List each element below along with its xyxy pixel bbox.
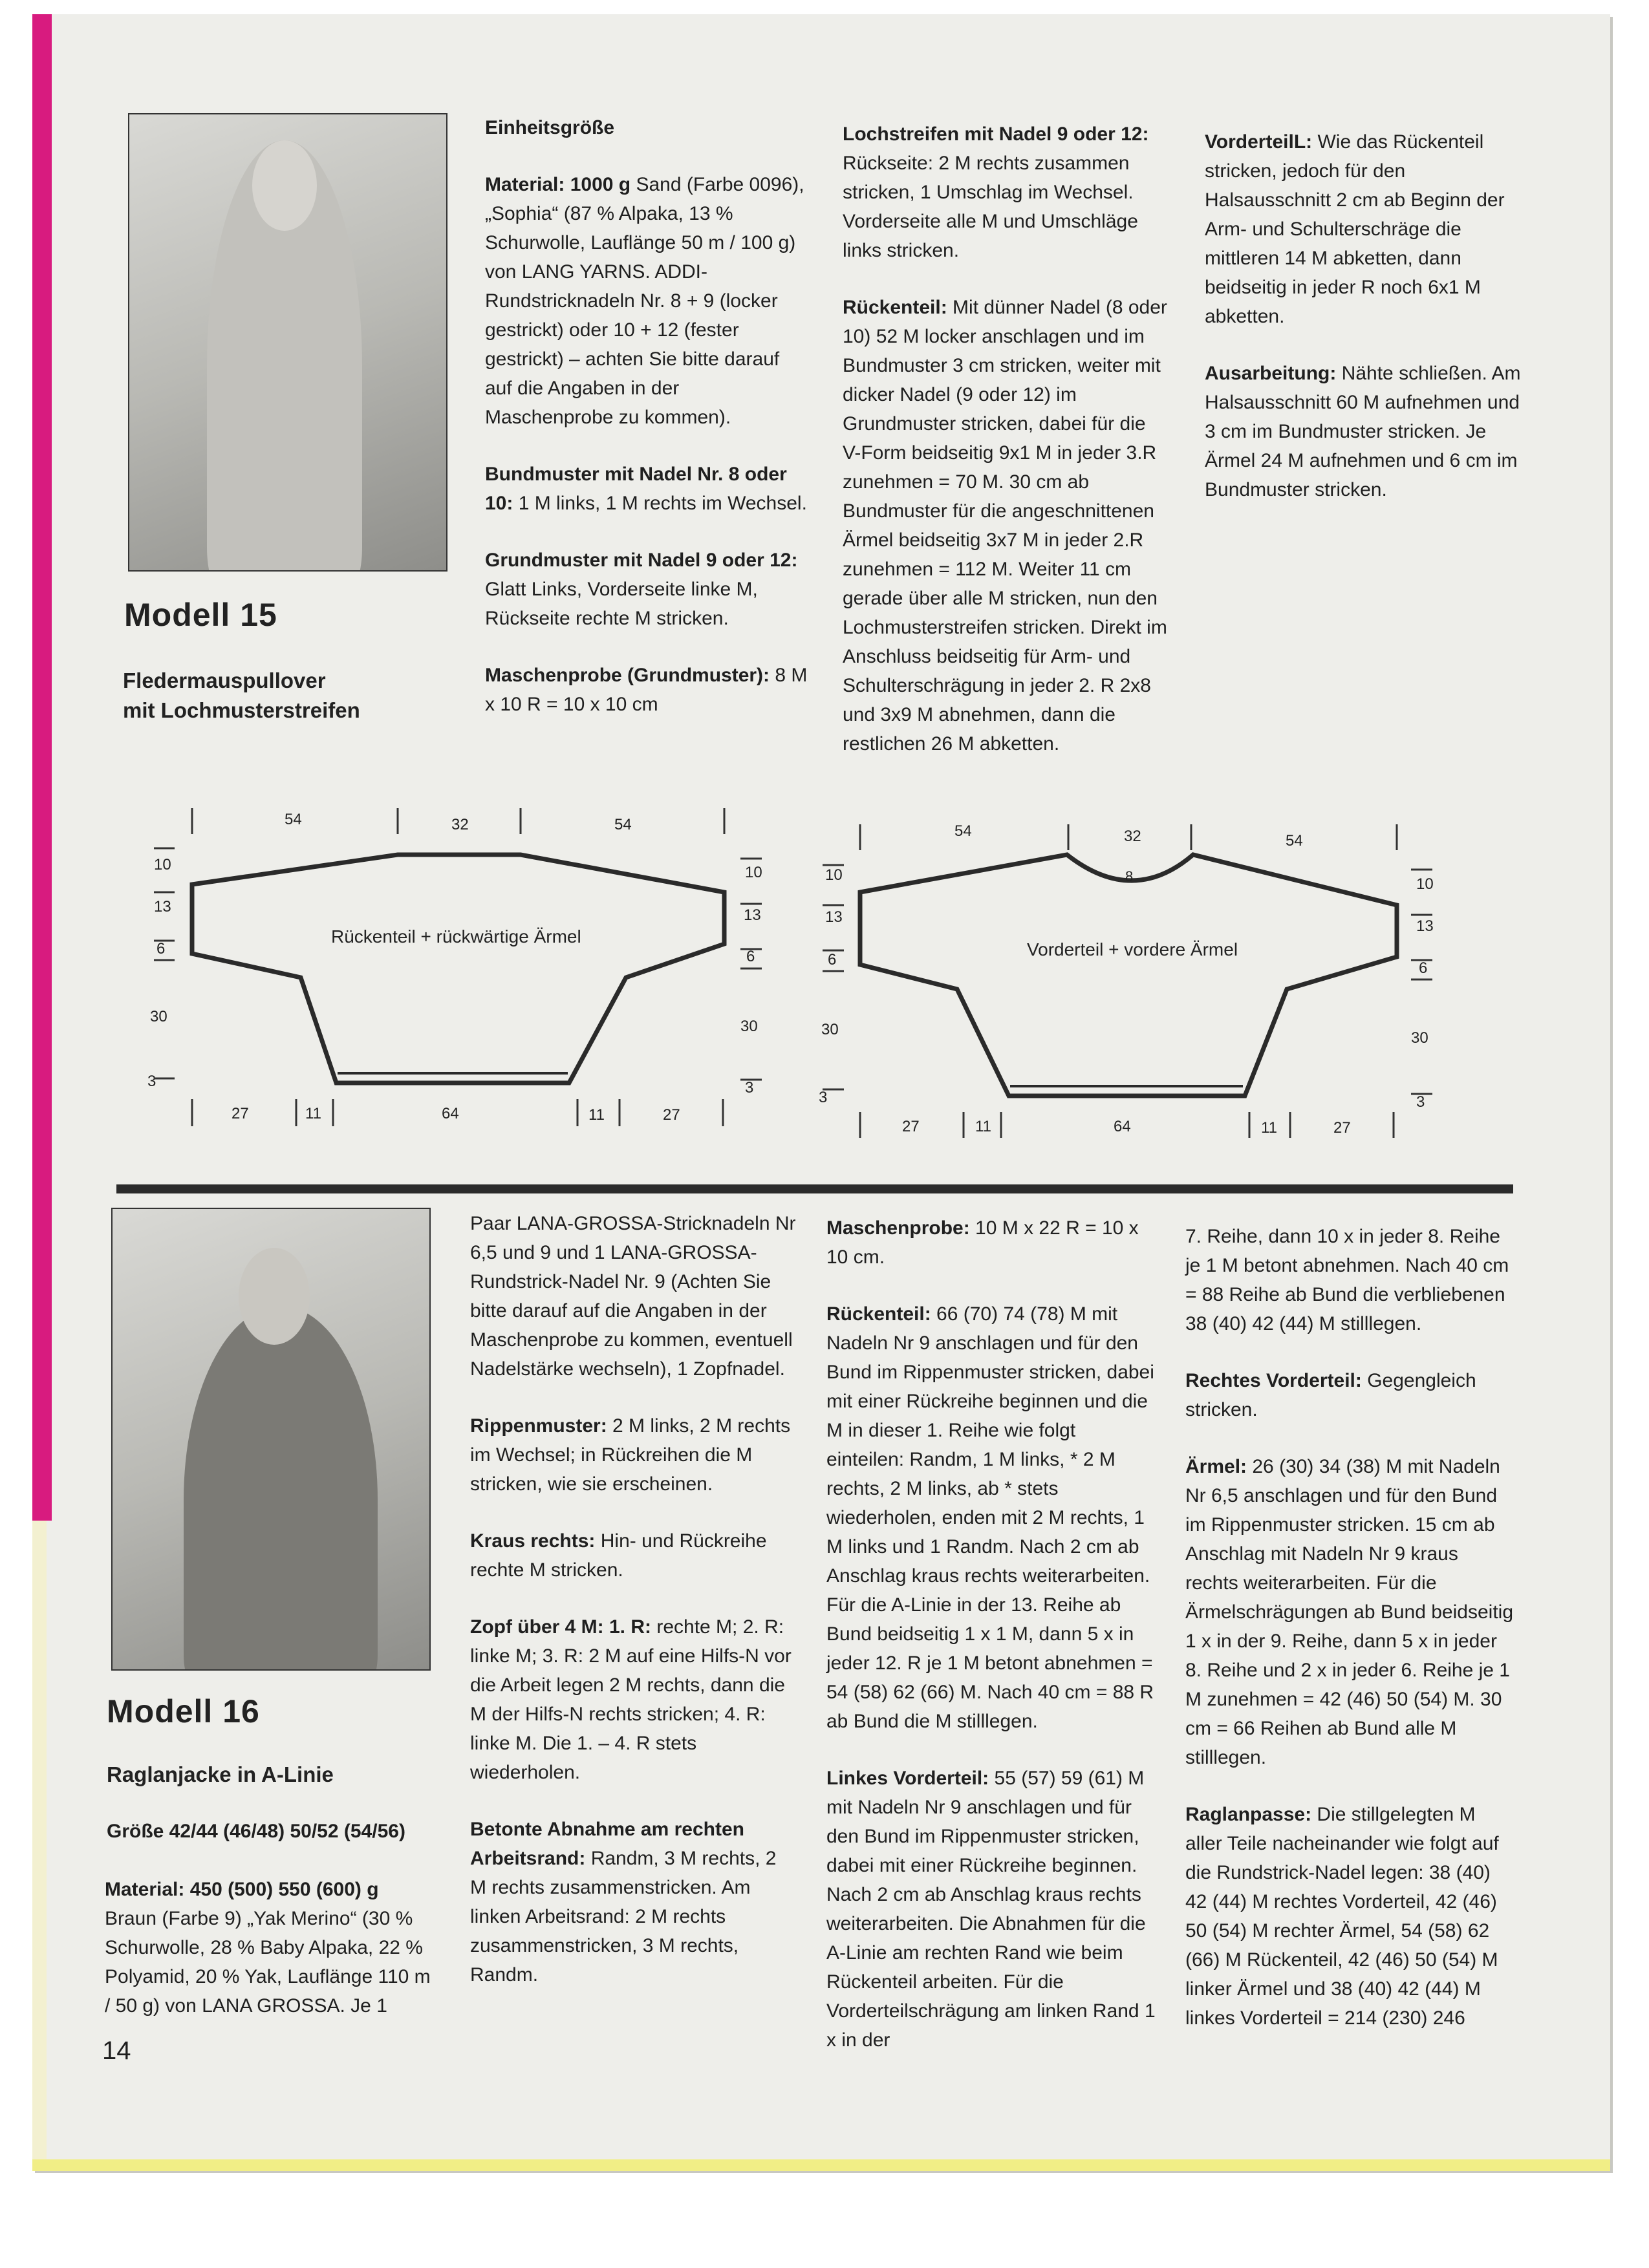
schematic-front [819,822,1434,1138]
schematics [0,795,1649,1183]
dim-front-left-5: 3 [819,1089,828,1106]
dim-front-bottom-3: 64 [1114,1118,1131,1135]
dim-back-right-2: 13 [744,906,761,924]
paragraph: Rückenteil: 66 (70) 74 (78) M mit Nadeln Nr 9 anschlagen und für den Bund im Rippenmuster stricken, dabei mit einer Rückreihe beginnen und die M in dieser 1. Reihe wie folgt einteilen: Randm, 1 M links, * 2 M rechts, 2 M links, ab * stets wiederholen, enden mit 2 M rechts, 1 M links und 1 Randm. Nach 2 cm ab Anschlag kraus rechts weiterarbeiten. Für die A-Linie in der 13. Reihe ab Bund beidseitig 1 x 1 M, dann 5 x in jeder 12. R je 1 M betont abnehmen = 54 (58) 62 (66) M. Nach 40 cm = 88 R ab Bund die M stilllegen. [826,1303,1154,1732]
dim-back-top-3: 54 [614,816,632,833]
dim-back-right-4: 30 [740,1018,758,1035]
dim-front-top-2: 32 [1124,828,1141,845]
dim-back-bottom-3: 64 [442,1105,459,1122]
paragraph: 7. Reihe, dann 10 x in jeder 8. Reihe je 1 M betont abnehmen. Nach 40 cm = 88 Reihe ab Bund die verbliebenen 38 (40) 42 (44) M stilllegen. [1185,1226,1509,1334]
paragraph: Ärmel: 26 (30) 34 (38) M mit Nadeln Nr 6,5 anschlagen und für den Bund im Rippenmuster stricken. 15 cm ab Anschlag mit Nadeln Nr 9 kraus rechts weiterarbeiten. Für die Ärmelschrägungen ab Bund beidseitig 1 x in der 9. Reihe, dann 5 x in jeder 8. Reihe und 2 x in jeder 6. Reihe je 1 M zunehmen = 42 (46) 50 (54) M. 30 cm = 66 Reihen ab Bund alle M stilllegen. [1185,1456,1513,1768]
dim-back-bottom-1: 27 [232,1105,249,1122]
paragraph: Maschenprobe: 10 M x 22 R = 10 x 10 cm. [826,1217,1139,1268]
paragraph: Kraus rechts: Hin- und Rückreihe rechte M stricken. [470,1530,767,1581]
model16-col2 [826,1214,1156,2082]
model15-col2 [843,120,1169,786]
paragraph: VorderteilL: Wie das Rückenteil stricken, jedoch für den Halsausschnitt 2 cm ab Beginn der Arm- und Schulterschräge die mittleren 14 M abketten, dann beidseitig in jeder R noch 6x1 M abketten. [1205,131,1505,327]
model15-subtitle [123,666,446,725]
model16-subtitle: Raglanjacke in A-Linie [107,1762,334,1786]
paragraph: Ausarbeitung: Nähte schließen. Am Halsausschnitt 60 M aufnehmen und 3 cm im Bundmuster stricken. Je Ärmel 24 M aufnehmen und 6 cm im Bundmuster stricken. [1205,363,1521,500]
dim-front-right-4: 30 [1411,1029,1428,1047]
model15-title: Modell 15 [124,597,277,633]
model15-col3 [1205,127,1531,532]
paragraph: Zopf über 4 M: 1. R: rechte M; 2. R: linke M; 3. R: 2 M auf eine Hilfs-N vor die Arbeit legen 2 M rechts, dann die M der Hilfs-N rechts stricken; 4. R: linke M. Die 1. – 4. R stets wiederholen. [470,1616,792,1783]
dim-back-top-1: 54 [285,811,302,828]
dim-front-neck: 8 [1125,868,1134,884]
schematic-back-label: Rückenteil + rückwärtige Ärmel [331,926,581,947]
dim-front-bottom-4: 11 [1261,1119,1277,1137]
page-number: 14 [102,2037,131,2065]
paragraph: Lochstreifen mit Nadel 9 oder 12: Rückseite: 2 M rechts zusammen stricken, 1 Umschlag im Wechsel. Vorderseite alle M und Umschläge links stricken. [843,123,1149,261]
paragraph: Betonte Abnahme am rechten Arbeitsrand: Randm, 3 M rechts, 2 M rechts zusammenstricken. Am linken Arbeitsrand: 2 M rechts zusammenstricken, 3 M rechts, Randm. [470,1819,777,1985]
paragraph: Rippenmuster: 2 M links, 2 M rechts im Wechsel; in Rückreihen die M stricken, wie sie erscheinen. [470,1415,791,1495]
paragraph: Material: 1000 g Sand (Farbe 0096), „Sophia“ (87 % Alpaka, 13 % Schurwolle, Lauflänge 50 m / 100 g) von LANG YARNS. ADDI-Rundstricknadeln Nr. 8 + 9 (locker gestrickt) oder 10 + 12 (fester gestrickt) – achten Sie bitte darauf auf die Angaben in der Maschenprobe zu kommen). [485,174,804,428]
paragraph: Rechtes Vorderteil: Gegengleich stricken. [1185,1370,1476,1420]
dim-front-left-1: 10 [825,866,843,884]
model15-subtitle-line2: mit Lochmusterstreifen [123,698,360,722]
page-bottom-band [32,2159,1610,2171]
dim-back-right-1: 10 [745,864,762,881]
dim-front-bottom-2: 11 [975,1118,991,1135]
dim-front-left-3: 6 [828,951,837,968]
dim-front-top-1: 54 [954,822,972,840]
dim-back-bottom-2: 11 [305,1105,321,1122]
dim-back-right-3: 6 [746,948,755,965]
model16-title: Modell 16 [107,1693,260,1729]
dim-back-left-4: 30 [150,1008,167,1025]
paragraph: Linkes Vorderteil: 55 (57) 59 (61) M mit Nadeln Nr 9 anschlagen und für den Bund im Rippenmuster stricken, dabei mit einer Rückreihe beginnen. Nach 2 cm ab Anschlag kraus rechts weiterarbeiten. Die Abnahmen für die A-Linie am rechten Rand wie beim Rückenteil arbeiten. Für die Vorderteilschrägung am linken Rand 1 x in der [826,1768,1156,2051]
dim-front-bottom-1: 27 [902,1118,920,1135]
model16-head [239,1248,310,1345]
model15-photo [128,113,447,572]
dim-front-right-1: 10 [1416,875,1434,893]
dim-front-left-2: 13 [825,908,843,926]
paragraph: Einheitsgröße [485,117,615,138]
dim-front-left-4: 30 [821,1021,839,1038]
model15-subtitle-line1: Fledermauspullover [123,669,326,692]
model16-material-text: Braun (Farbe 9) „Yak Merino“ (30 % Schurwolle, 28 % Baby Alpaka, 22 % Polyamid, 20 % Yak, Lauflänge 110 m / 50 g) von LANA GROSSA. Je 1 [105,1908,431,2017]
model16-col3 [1185,1222,1515,2060]
paragraph: Raglanpasse: Die stillgelegten M aller Teile nacheinander wie folgt auf die Rundstrick-Nadel legen: 38 (40) 42 (44) M rechtes Vorderteil, 42 (46) 50 (54) M rechter Ärmel, 54 (58) 62 (66) M Rückenteil, 42 (46) 50 (54) M linker Ärmel und 38 (40) 42 (44) M linkes Vorderteil = 214 (230) 246 [1185,1804,1499,2029]
paragraph: Bundmuster mit Nadel Nr. 8 oder 10: 1 M links, 1 M rechts im Wechsel. [485,464,807,514]
dim-back-left-1: 10 [154,856,171,873]
model15-col1 [485,113,812,747]
dim-back-left-3: 6 [156,940,166,957]
dim-back-bottom-4: 11 [588,1106,605,1124]
dim-back-top-2: 32 [451,816,469,833]
dim-back-bottom-5: 27 [663,1106,680,1124]
paragraph: Paar LANA-GROSSA-Stricknadeln Nr 6,5 und 9 und 1 LANA-GROSSA-Rundstrick-Nadel Nr. 9 (Achten Sie bitte darauf auf die Angaben in der Maschenprobe zu kommen, eventuell Nadelstärke wechseln), 1 Zopfnadel. [470,1213,796,1380]
model16-material [105,1875,431,2020]
page-edge-bar [32,14,52,1521]
model16-photo [111,1208,431,1671]
paragraph: Grundmuster mit Nadel 9 oder 12: Glatt Links, Vorderseite linke M, Rückseite rechte M stricken. [485,550,798,629]
dim-back-left-5: 3 [147,1073,156,1090]
paragraph: Maschenprobe (Grundmuster): 8 M x 10 R = 10 x 10 cm [485,665,808,715]
model16-material-heading: Material: 450 (500) 550 (600) g [105,1879,379,1900]
dim-front-right-5: 3 [1416,1093,1425,1111]
dim-front-right-2: 13 [1416,917,1434,935]
dim-front-bottom-5: 27 [1333,1119,1351,1137]
schematic-front-label: Vorderteil + vordere Ärmel [1027,939,1238,959]
paragraph: Rückenteil: Mit dünner Nadel (8 oder 10) 52 M locker anschlagen und im Bundmuster 3 cm stricken, weiter mit dicker Nadel (9 oder 12) im Grundmuster stricken, dabei für die V-Form beidseitig 9x1 M in jeder 3.R zunehmen = 70 M. 30 cm ab Bundmuster für die angeschnittenen Ärmel beidseitig 3x7 M in jeder 2.R zunehmen = 112 M. Weiter 11 cm gerade über alle M stricken, nun den Lochmusterstreifen stricken. Direkt im Anschluss beidseitig für Arm- und Schulterschrägung in jeder 2. R 2x8 und 3x9 M abnehmen, dann die restlichen 26 M abketten. [843,297,1167,754]
schematic-back [147,808,762,1126]
dim-front-top-3: 54 [1286,832,1303,850]
page-edge-bar-lower [32,1521,47,2167]
model16-figure [184,1306,378,1671]
dim-back-right-5: 3 [745,1079,754,1097]
section-divider [116,1184,1513,1193]
model15-head [252,140,317,231]
dim-back-left-2: 13 [154,898,171,915]
dim-front-right-3: 6 [1419,959,1428,977]
model16-col1 [470,1209,797,2017]
model16-size: Größe 42/44 (46/48) 50/52 (54/56) [107,1821,405,1842]
